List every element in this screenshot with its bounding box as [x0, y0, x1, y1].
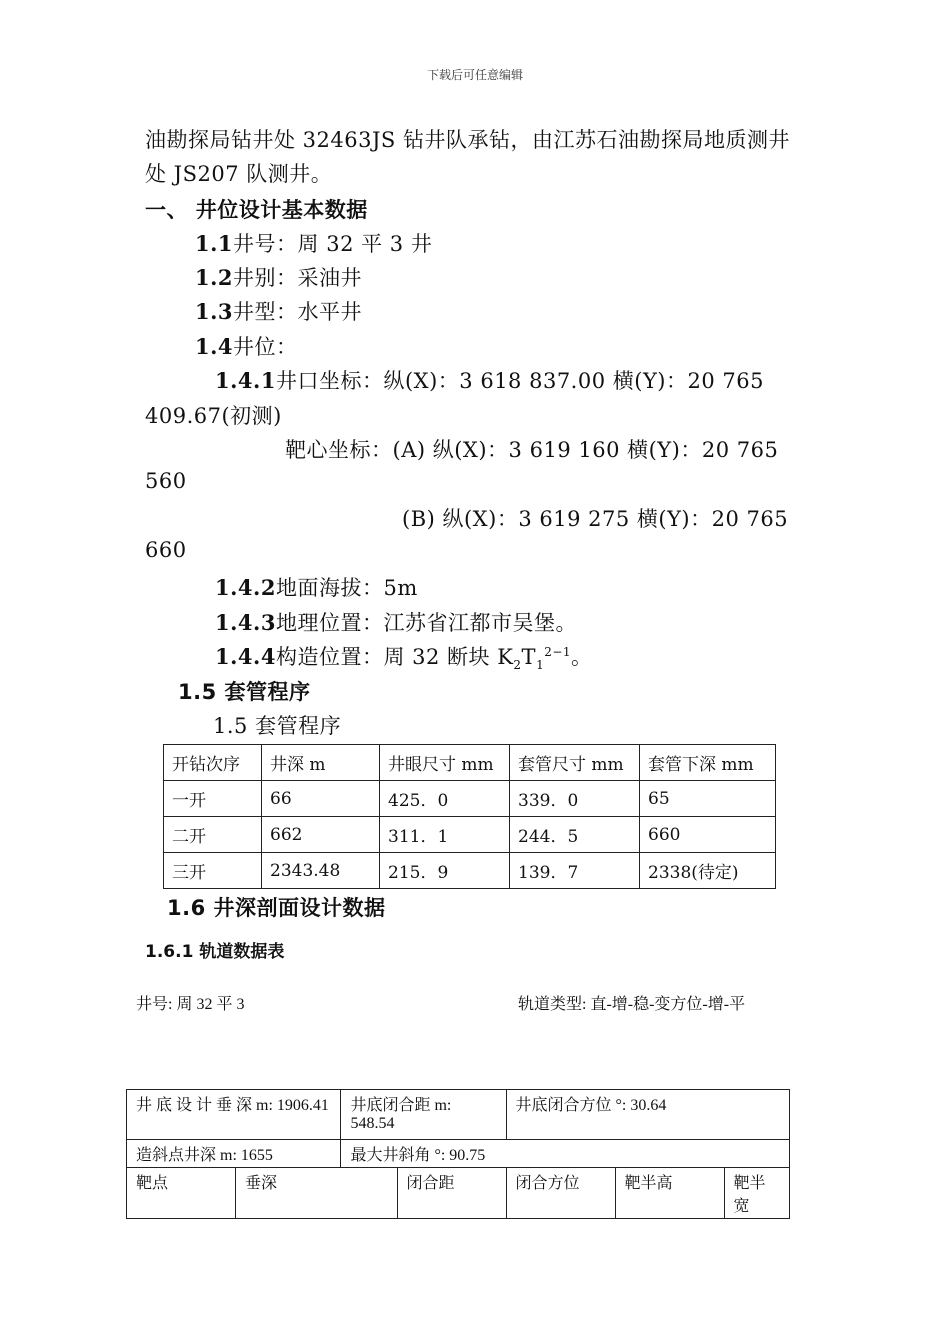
track-type: 轨道类型: 直-增-稳-变方位-增-平 — [518, 996, 746, 1013]
table-cell: 662 — [262, 817, 380, 853]
table-row — [164, 853, 776, 889]
trajectory-table — [126, 1089, 790, 1219]
table-cell: 339．0 — [510, 781, 640, 817]
header-cell: 闭合方位 — [506, 1168, 615, 1219]
item-1-4-1 — [215, 365, 764, 395]
item-text: 地理位置：江苏省江都市吴堡。 — [275, 611, 577, 635]
table-row — [127, 1140, 790, 1168]
header-cell: 井深 m — [262, 745, 380, 781]
item-text: 井位： — [233, 335, 298, 359]
table-cell: 244．5 — [510, 817, 640, 853]
item-number: 1.2 — [195, 265, 234, 290]
table-cell: 215．9 — [380, 853, 510, 889]
kickoff-depth-cell: 造斜点井深 m: 1655 — [127, 1140, 341, 1168]
table-cell: 66 — [262, 781, 380, 817]
item-1-1 — [195, 228, 432, 258]
header-cell: 靶半高 — [615, 1168, 724, 1219]
item-text: 井型：水平井 — [233, 300, 363, 324]
table-header-row — [164, 745, 776, 781]
bottom-tvd-cell: 井 底 设 计 垂 深 m: 1906.41 — [127, 1090, 341, 1140]
profile-title: 1.6 井深剖面设计数据 — [167, 896, 386, 920]
table-row — [127, 1090, 790, 1140]
header-cell: 套管下深 mm — [640, 745, 776, 781]
trajectory-title: 1.6.1 轨道数据表 — [145, 942, 285, 962]
item-number: 1.1 — [195, 231, 234, 256]
table-cell: 425．0 — [380, 781, 510, 817]
closure-distance-cell: 井底闭合距 m: 548.54 — [341, 1090, 506, 1140]
casing-table — [163, 744, 776, 889]
item-number: 1.3 — [195, 299, 234, 324]
intro-line-2: 处 JS207 队测井。 — [145, 162, 333, 186]
closure-azimuth-cell: 井底闭合方位 °: 30.64 — [506, 1090, 790, 1140]
casing-title: 1.5 套管程序 — [213, 714, 342, 738]
item-text-mid: T — [521, 645, 537, 669]
table-cell: 660 — [640, 817, 776, 853]
table-cell: 三开 — [164, 853, 262, 889]
subscript: 1 — [536, 658, 545, 673]
target-a-coords: 靶心坐标：(A) 纵(X)：3 619 160 横(Y)：20 765 — [285, 438, 779, 462]
table-cell: 311．1 — [380, 817, 510, 853]
table-cell: 65 — [640, 781, 776, 817]
wellhead-coords-cont: 409.67(初测) — [145, 404, 282, 428]
casing-title-bold: 1.5 套管程序 — [178, 680, 311, 704]
item-1-2 — [195, 262, 362, 292]
item-1-3 — [195, 296, 362, 326]
item-text: 井别：采油井 — [233, 266, 363, 290]
header-cell: 靶点 — [127, 1168, 236, 1219]
superscript: 2−1 — [544, 645, 572, 659]
item-number: 1.4 — [195, 334, 234, 359]
item-number: 1.4.1 — [215, 368, 276, 393]
well-label: 井号: 周 32 平 3 — [136, 996, 245, 1013]
table-cell: 一开 — [164, 781, 262, 817]
item-1-4 — [195, 331, 298, 361]
section-1-title: 一、 井位设计基本数据 — [145, 198, 368, 222]
target-b-coords-cont: 660 — [145, 538, 187, 562]
item-1-4-4 — [215, 641, 593, 672]
table-cell: 2338(待定) — [640, 853, 776, 889]
header-cell: 垂深 — [236, 1168, 398, 1219]
item-number: 1.4.4 — [215, 644, 276, 669]
subscript: 2 — [513, 658, 522, 673]
header-cell: 井眼尺寸 mm — [380, 745, 510, 781]
item-text-end: 。 — [571, 645, 593, 669]
table-row — [164, 817, 776, 853]
item-1-4-3 — [215, 607, 577, 637]
table-row — [164, 781, 776, 817]
item-text: 地面海拔：5m — [275, 576, 418, 600]
header-cell: 靶半宽 — [724, 1168, 790, 1219]
item-text: 井号：周 32 平 3 井 — [233, 232, 433, 256]
header-cell: 开钻次序 — [164, 745, 262, 781]
header-cell: 套管尺寸 mm — [510, 745, 640, 781]
header-cell: 闭合距 — [397, 1168, 506, 1219]
item-number: 1.4.3 — [215, 610, 276, 635]
target-a-coords-cont: 560 — [145, 469, 187, 493]
page-header: 下载后可任意编辑 — [426, 68, 523, 82]
intro-line-1: 油勘探局钻井处 32463JS 钻井队承钻，由江苏石油勘探局地质测井 — [145, 128, 790, 152]
item-1-4-2 — [215, 572, 418, 602]
table-cell: 二开 — [164, 817, 262, 853]
table-cell: 139．7 — [510, 853, 640, 889]
table-cell: 2343.48 — [262, 853, 380, 889]
max-inclination-cell: 最大井斜角 °: 90.75 — [341, 1140, 790, 1168]
item-text: 构造位置：周 32 断块 K — [275, 645, 514, 669]
target-b-coords: (B) 纵(X)：3 619 275 横(Y)：20 765 — [402, 507, 789, 531]
item-number: 1.4.2 — [215, 575, 276, 600]
wellhead-coords: 井口坐标：纵(X)：3 618 837.00 横(Y)：20 765 — [275, 369, 764, 393]
table-header-row — [127, 1168, 790, 1219]
